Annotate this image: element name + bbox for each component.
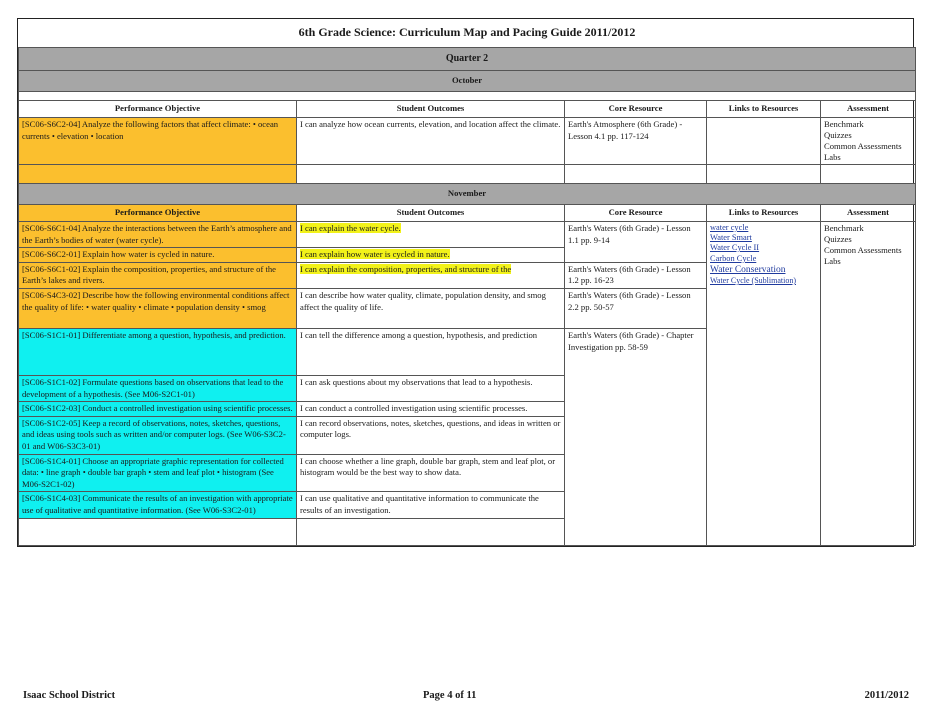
table-row (19, 118, 916, 165)
outcome-text: I can explain how water is cycled in nature. (300, 249, 450, 260)
outcome-cell: I can conduct a controlled investigation using scientific processes. (297, 402, 565, 417)
objective-cell: [SC06-S1C2-05] Keep a record of observations, notes, sketches, questions, and ideas using tools such as written and/or computer logs. (See W06-S3C2-01 and W06-S3C3-01) (19, 416, 297, 454)
links-cell (707, 118, 821, 165)
header-assessment: Assessment (821, 101, 916, 118)
resource-cell: Earth's Waters (6th Grade) - Lesson 2.2 pp. 50-57 (565, 288, 707, 328)
objective-cell: [SC06-S6C2-04] Analyze the following factors that affect climate: • ocean currents • elevation • location (19, 118, 297, 165)
outcome-cell: I can ask questions about my observations that lead to a hypothesis. (297, 375, 565, 401)
header-resource: Core Resource (565, 101, 707, 118)
assessment-item: Labs (824, 152, 841, 162)
objective-cell: [SC06-S1C2-03] Conduct a controlled investigation using scientific processes. (19, 402, 297, 417)
outcome-cell: I can record observations, notes, sketches, questions, and ideas in written or computer logs. (297, 416, 565, 454)
link-carbon-cycle[interactable]: Carbon Cycle (710, 254, 757, 263)
curriculum-sheet (17, 18, 914, 547)
table-row (19, 222, 916, 248)
page-title: 6th Grade Science: Curriculum Map and Pacing Guide 2011/2012 (19, 19, 916, 48)
assessment-cell (821, 222, 916, 546)
gap-row (19, 165, 916, 184)
objective-cell: [SC06-S1C1-01] Differentiate among a question, hypothesis, and prediction. (19, 328, 297, 375)
footer-year: 2011/2012 (864, 690, 909, 701)
assessment-item: Common Assessments (824, 141, 902, 151)
objective-cell: [SC06-S1C4-03] Communicate the results of an investigation with appropriate use of qualitative and quantitative information. (See W06-S3C2-01) (19, 492, 297, 518)
objective-cell: [SC06-S1C1-02] Formulate questions based on observations that lead to the development of a hypothesis. (See M06-S2C1-01) (19, 375, 297, 401)
footer-district: Isaac School District (23, 690, 116, 701)
spacer (19, 92, 916, 101)
footer-page-number: Page 4 of 11 (423, 690, 477, 701)
objective-cell: [SC06-S6C1-04] Analyze the interactions between the Earth’s atmosphere and the Earth’s bodies of water (water cycle). (19, 222, 297, 248)
header-outcomes: Student Outcomes (297, 101, 565, 118)
link-water-smart[interactable]: Water Smart (710, 232, 752, 242)
outcome-cell: I can choose whether a line graph, double bar graph, stem and leaf plot, or histogram would be the best way to show data. (297, 454, 565, 492)
resource-cell: Earth's Waters (6th Grade) - Lesson 1.1 pp. 9-14 (565, 222, 707, 263)
october-header-row (19, 101, 916, 118)
curriculum-table (18, 19, 916, 546)
outcome-cell (297, 262, 565, 288)
assessment-cell (821, 118, 916, 165)
month-november: November (19, 184, 916, 205)
resource-cell: Earth's Waters (6th Grade) - Chapter Investigation pp. 58-59 (565, 328, 707, 545)
link-water-cycle-ii[interactable]: Water Cycle II (710, 243, 760, 252)
link-water-conservation[interactable]: Water Conservation (710, 265, 786, 275)
quarter-label: Quarter 2 (19, 48, 916, 71)
assessment-item: Labs (824, 256, 841, 266)
header-links: Links to Resources (707, 101, 821, 118)
month-october: October (19, 71, 916, 92)
header-objective: Performance Objective (19, 205, 297, 222)
assessment-item: Quizzes (824, 234, 852, 244)
resource-cell: Earth's Waters (6th Grade) - Lesson 1.2 pp. 16-23 (565, 262, 707, 288)
header-outcomes: Student Outcomes (297, 205, 565, 222)
outcome-cell (297, 222, 565, 248)
resource-cell: Earth's Atmosphere (6th Grade) - Lesson 4.1 pp. 117-124 (565, 118, 707, 165)
link-water-cycle[interactable]: water cycle (710, 223, 749, 232)
outcome-cell: I can analyze how ocean currents, elevation, and location affect the climate. (297, 118, 565, 165)
objective-cell: [SC06-S6C2-01] Explain how water is cycled in nature. (19, 248, 297, 263)
november-header-row (19, 205, 916, 222)
header-resource: Core Resource (565, 205, 707, 222)
assessment-item: Benchmark (824, 223, 864, 233)
header-links: Links to Resources (707, 205, 821, 222)
outcome-cell (297, 248, 565, 263)
objective-cell: [SC06-S6C1-02] Explain the composition, properties, and structure of the Earth’s lakes and rivers. (19, 262, 297, 288)
outcome-text: I can explain the water cycle. (300, 223, 401, 233)
assessment-item: Common Assessments (824, 245, 902, 255)
assessment-item: Quizzes (824, 130, 852, 140)
outcome-cell: I can use qualitative and quantitative information to communicate the results of an investigation. (297, 492, 565, 518)
objective-cell: [SC06-S4C3-02] Describe how the following environmental conditions affect the quality of life: • water quality • climate • population density • smog (19, 288, 297, 328)
header-assessment: Assessment (821, 205, 916, 222)
objective-cell: [SC06-S1C4-01] Choose an appropriate graphic representation for collected data: • line graph • double bar graph • stem and leaf plot • histogram (See M06-S2C1-02) (19, 454, 297, 492)
outcome-cell: I can tell the difference among a question, hypothesis, and prediction (297, 328, 565, 375)
link-water-cycle-sublimation[interactable]: Water Cycle (Sublimation) (710, 276, 796, 285)
links-cell (707, 222, 821, 546)
header-objective: Performance Objective (19, 101, 297, 118)
page-footer (23, 690, 909, 704)
outcome-text: I can explain the composition, properties, and structure of the (300, 263, 512, 274)
assessment-item: Benchmark (824, 119, 864, 129)
outcome-cell: I can describe how water quality, climate, population density, and smog affect the quality of life. (297, 288, 565, 328)
